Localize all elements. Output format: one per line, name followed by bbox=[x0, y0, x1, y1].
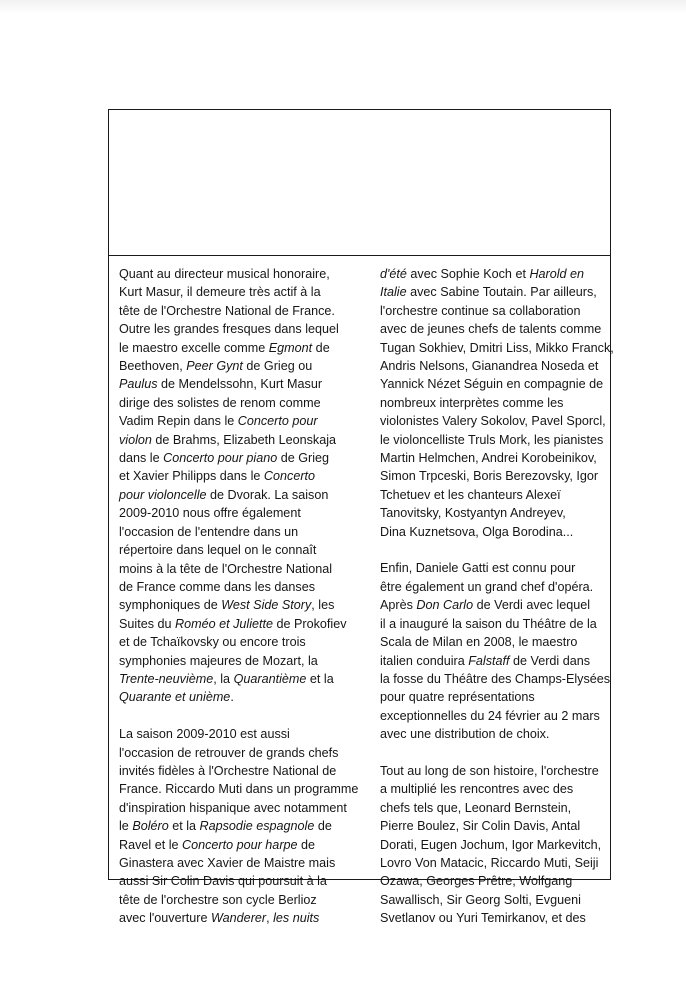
text-line bbox=[119, 909, 355, 927]
text-line bbox=[380, 891, 616, 909]
italic-title: d'été bbox=[380, 267, 407, 281]
text-run: de bbox=[297, 837, 316, 852]
text-run: invités fidèles à l'Orchestre National de bbox=[119, 763, 337, 778]
text-run: le violoncelliste Truls Mork, les pianistes bbox=[380, 432, 604, 447]
text-run: Vadim Repin dans le bbox=[119, 414, 238, 429]
text-run: Ravel et le bbox=[119, 837, 182, 852]
text-line bbox=[380, 799, 616, 817]
italic-title: Concerto pour bbox=[237, 414, 318, 429]
text-run: aussi Sir Colin Davis qui poursuit à la bbox=[119, 874, 327, 889]
scan-edge bbox=[0, 0, 686, 14]
text-line bbox=[380, 670, 616, 688]
text-run: et de Tchaïkovsky ou encore trois bbox=[119, 635, 306, 650]
text-line bbox=[119, 854, 355, 872]
text-run: avec une distribution de choix. bbox=[380, 727, 550, 742]
text-run: dans le bbox=[119, 451, 164, 466]
text-line bbox=[119, 302, 355, 320]
text-run: et la bbox=[306, 671, 334, 686]
italic-title: Concerto bbox=[263, 469, 316, 484]
text-run: et la bbox=[168, 819, 200, 834]
text-run: . bbox=[230, 690, 234, 705]
italic-title: Falstaff bbox=[468, 653, 510, 668]
text-run: être également un grand chef d'opéra. bbox=[380, 579, 594, 594]
text-run: italien conduira bbox=[380, 653, 469, 668]
text-line bbox=[380, 394, 616, 412]
text-line bbox=[380, 523, 616, 541]
text-line bbox=[380, 504, 616, 522]
text-run: de Grieg bbox=[277, 451, 330, 466]
text-run: de Brahms, Elizabeth Leonskaja bbox=[151, 432, 337, 447]
italic-title: violon bbox=[119, 432, 152, 447]
text-run: de Dvorak. La saison bbox=[206, 487, 329, 502]
text-line bbox=[119, 320, 355, 338]
text-line bbox=[119, 394, 355, 412]
text-run: Martin Helmchen, Andrei Korobeinikov, bbox=[380, 451, 597, 466]
text-line bbox=[380, 725, 616, 743]
text-line bbox=[119, 504, 355, 522]
text-run: de bbox=[312, 340, 330, 355]
text-run: de Verdi dans bbox=[509, 653, 591, 668]
text-line bbox=[119, 412, 355, 430]
text-line bbox=[119, 725, 355, 743]
text-run: moins à la tête de l'Orchestre National bbox=[119, 561, 333, 576]
text-line bbox=[380, 412, 616, 430]
italic-title: Paulus bbox=[119, 377, 158, 392]
text-line bbox=[380, 431, 616, 449]
text-run: d'inspiration hispanique avec notamment bbox=[119, 800, 347, 815]
text-run: dirige des solistes de renom comme bbox=[119, 395, 321, 410]
italic-title: Quarante et unième bbox=[119, 690, 231, 705]
italic-title: Peer Gynt bbox=[186, 359, 243, 374]
text-run: , les bbox=[311, 598, 335, 613]
text-run: Ozawa, Georges Prêtre, Wolfgang bbox=[380, 874, 573, 889]
text-line bbox=[380, 633, 616, 651]
text-run: Tugan Sokhiev, Dmitri Liss, Mikko Franck, bbox=[380, 340, 614, 355]
text-line bbox=[380, 339, 616, 357]
text-line bbox=[119, 523, 355, 541]
paragraph bbox=[380, 559, 616, 743]
text-run: répertoire dans lequel on le connaît bbox=[119, 543, 317, 558]
text-line bbox=[119, 283, 355, 301]
text-run: Yannick Nézet Séguin en compagnie de bbox=[380, 377, 604, 392]
text-line bbox=[119, 486, 355, 504]
text-line bbox=[380, 559, 616, 577]
text-run: Simon Trpceski, Boris Berezovsky, Igor bbox=[380, 469, 599, 484]
text-run: symphonies majeures de Mozart, la bbox=[119, 653, 318, 668]
text-line bbox=[380, 817, 616, 835]
italic-title: pour violoncelle bbox=[119, 487, 207, 502]
text-run: Kurt Masur, il demeure très actif à la bbox=[119, 285, 321, 300]
text-line bbox=[380, 854, 616, 872]
text-run: de Prokofiev bbox=[273, 616, 347, 631]
text-run: et Xavier Philipps dans le bbox=[119, 469, 264, 484]
text-line bbox=[119, 467, 355, 485]
text-line bbox=[380, 375, 616, 393]
text-line bbox=[119, 836, 355, 854]
text-run: Enfin, Daniele Gatti est connu pour bbox=[380, 561, 576, 576]
paragraph bbox=[119, 725, 359, 927]
text-run: chefs tels que, Leonard Bernstein, bbox=[380, 800, 572, 815]
text-run: , la bbox=[213, 671, 234, 686]
text-line bbox=[380, 872, 616, 890]
text-line bbox=[119, 688, 355, 706]
text-run: Tanovitsky, Kostyantyn Andreyev, bbox=[380, 506, 566, 521]
italic-title: Wanderer bbox=[211, 911, 267, 926]
text-run: Suites du bbox=[119, 616, 176, 631]
text-run: Dorati, Eugen Jochum, Igor Markevitch, bbox=[380, 837, 602, 852]
text-run: Andris Nelsons, Gianandrea Noseda et bbox=[380, 359, 599, 374]
text-run: Beethoven, bbox=[119, 359, 187, 374]
paragraph bbox=[380, 762, 616, 928]
text-run: tête de l'orchestre son cycle Berlioz bbox=[119, 892, 317, 907]
italic-title: Boléro bbox=[132, 819, 169, 834]
text-run: la fosse du Théâtre des Champs-Elysées bbox=[380, 671, 611, 686]
italic-title: Egmont bbox=[268, 340, 313, 355]
text-run: le maestro excelle comme bbox=[119, 340, 269, 355]
text-line bbox=[380, 652, 616, 670]
text-column-right bbox=[380, 265, 616, 946]
text-line bbox=[119, 799, 355, 817]
text-line bbox=[380, 762, 616, 780]
text-run: a multiplié les rencontres avec des bbox=[380, 782, 574, 797]
paragraph bbox=[380, 265, 616, 541]
text-line bbox=[380, 320, 616, 338]
italic-title: Trente-neuvième bbox=[119, 671, 214, 686]
text-run: exceptionnelles du 24 février au 2 mars bbox=[380, 708, 600, 723]
text-run: nombreux interprètes comme les bbox=[380, 395, 564, 410]
text-line bbox=[119, 357, 355, 375]
text-run: Tchetuev et les chanteurs Alexeï bbox=[380, 487, 561, 502]
text-run: avec l'ouverture bbox=[119, 911, 212, 926]
text-line bbox=[119, 375, 355, 393]
paragraph bbox=[119, 265, 355, 707]
text-line bbox=[119, 265, 355, 283]
italic-title: Concerto pour harpe bbox=[182, 837, 298, 852]
text-run: de bbox=[314, 819, 332, 834]
text-line bbox=[380, 578, 616, 596]
text-run: symphoniques de bbox=[119, 598, 222, 613]
italic-title: West Side Story bbox=[221, 598, 312, 613]
text-line bbox=[380, 688, 616, 706]
text-line bbox=[119, 541, 355, 559]
text-run: Quant au directeur musical honoraire, bbox=[119, 267, 330, 281]
text-run: tête de l'Orchestre National de France. bbox=[119, 303, 335, 318]
text-line bbox=[380, 265, 616, 283]
text-run: de Verdi avec lequel bbox=[473, 598, 591, 613]
text-line bbox=[119, 578, 355, 596]
header-box bbox=[109, 110, 610, 256]
italic-title: Don Carlo bbox=[416, 598, 474, 613]
text-run: , bbox=[266, 911, 274, 926]
text-run: France. Riccardo Muti dans un programme bbox=[119, 782, 359, 797]
text-run: avec de jeunes chefs de talents comme bbox=[380, 322, 602, 337]
text-run: La saison 2009-2010 est aussi bbox=[119, 727, 290, 742]
text-run: Dina Kuznetsova, Olga Borodina... bbox=[380, 524, 574, 539]
text-run: le bbox=[119, 819, 133, 834]
text-run: l'occasion de l'entendre dans un bbox=[119, 524, 299, 539]
italic-title: les nuits bbox=[273, 911, 320, 926]
text-line bbox=[380, 596, 616, 614]
text-run: Lovro Von Matacic, Riccardo Muti, Seiji bbox=[380, 855, 599, 870]
text-line bbox=[380, 449, 616, 467]
text-line bbox=[119, 780, 359, 798]
text-run: avec Sophie Koch et bbox=[406, 267, 530, 281]
text-run: violonistes Valery Sokolov, Pavel Sporcl, bbox=[380, 414, 606, 429]
text-run: l'occasion de retrouver de grands chefs bbox=[119, 745, 339, 760]
text-line bbox=[380, 615, 616, 633]
text-line bbox=[119, 615, 355, 633]
italic-title: Harold en bbox=[529, 267, 585, 281]
italic-title: Rapsodie espagnole bbox=[199, 819, 315, 834]
text-line bbox=[119, 339, 355, 357]
text-run: de Mendelssohn, Kurt Masur bbox=[157, 377, 323, 392]
text-line bbox=[380, 467, 616, 485]
italic-title: Roméo et Juliette bbox=[175, 616, 274, 631]
text-run: Pierre Boulez, Sir Colin Davis, Antal bbox=[380, 819, 581, 834]
text-run: 2009-2010 nous offre également bbox=[119, 506, 301, 521]
text-line bbox=[380, 486, 616, 504]
italic-title: Italie bbox=[380, 285, 407, 300]
text-line bbox=[380, 707, 616, 725]
text-line bbox=[119, 744, 355, 762]
text-line bbox=[380, 302, 616, 320]
text-run: Tout au long de son histoire, l'orchestre bbox=[380, 763, 599, 778]
text-run: l'orchestre continue sa collaboration bbox=[380, 303, 581, 318]
text-run: Ginastera avec Xavier de Maistre mais bbox=[119, 855, 336, 870]
text-run: il a inauguré la saison du Théâtre de la bbox=[380, 616, 597, 631]
text-run: avec Sabine Toutain. Par ailleurs, bbox=[406, 285, 597, 300]
italic-title: Concerto pour piano bbox=[163, 451, 278, 466]
text-line bbox=[119, 652, 355, 670]
text-run: Scala de Milan en 2008, le maestro bbox=[380, 635, 578, 650]
text-run: de Grieg ou bbox=[242, 359, 313, 374]
text-line bbox=[119, 872, 355, 890]
text-line bbox=[119, 431, 355, 449]
text-line bbox=[119, 449, 355, 467]
text-run: Outre les grandes fresques dans lequel bbox=[119, 322, 339, 337]
text-line bbox=[380, 357, 616, 375]
text-line bbox=[380, 780, 616, 798]
text-line bbox=[119, 670, 355, 688]
text-column-left bbox=[119, 265, 359, 946]
text-line bbox=[119, 762, 355, 780]
text-run: de France comme dans les danses bbox=[119, 579, 316, 594]
text-line bbox=[380, 836, 616, 854]
italic-title: Quarantième bbox=[233, 671, 307, 686]
text-run: Sawallisch, Sir Georg Solti, Evgueni bbox=[380, 892, 581, 907]
text-run: pour quatre représentations bbox=[380, 690, 535, 705]
text-line bbox=[380, 909, 616, 927]
text-line bbox=[380, 283, 616, 301]
text-run: Après bbox=[380, 598, 417, 613]
text-line bbox=[119, 560, 355, 578]
text-line bbox=[119, 891, 355, 909]
text-run: Svetlanov ou Yuri Temirkanov, et des bbox=[380, 911, 586, 926]
text-line bbox=[119, 817, 355, 835]
text-line bbox=[119, 596, 355, 614]
text-line bbox=[119, 633, 355, 651]
